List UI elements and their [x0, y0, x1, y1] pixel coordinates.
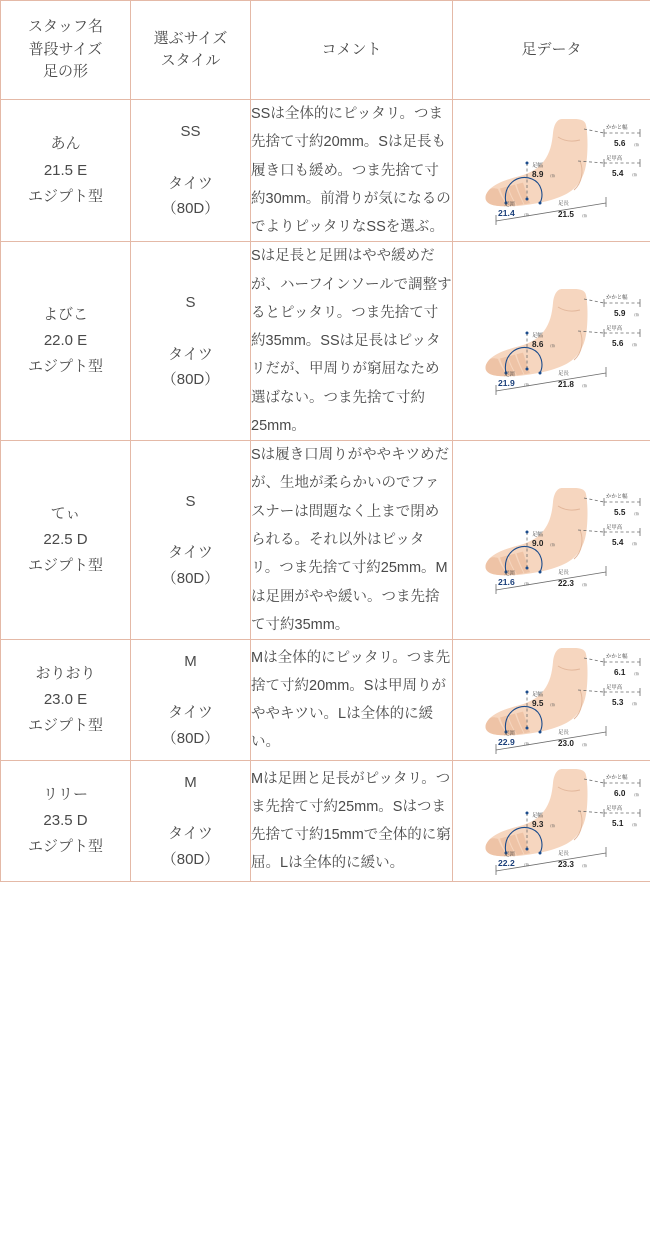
svg-text:㎝: ㎝ [549, 823, 555, 829]
selected-size: S [185, 294, 196, 311]
column-header-staff: スタッフ名 普段サイズ 足の形 [1, 1, 131, 100]
denier-label: （80D） [161, 569, 220, 587]
table-row [1, 242, 650, 441]
column-header-comment: コメント [251, 1, 453, 100]
footdata-cell [453, 640, 650, 761]
svg-text:㎝: ㎝ [523, 581, 529, 587]
staff-cell [1, 640, 131, 761]
heel-value: 6.1 [613, 668, 625, 678]
style-label: タイツ [168, 174, 213, 192]
table-header [1, 1, 650, 100]
column-header-size: 選ぶサイズ スタイル [131, 1, 251, 100]
staff-name: おりおり [35, 664, 96, 682]
width-value: 9.5 [531, 699, 543, 709]
instep-value: 5.3 [611, 698, 623, 708]
length-value: 21.5 [557, 209, 574, 219]
svg-text:㎝: ㎝ [549, 702, 555, 708]
svg-text:㎝: ㎝ [631, 541, 637, 547]
length-label: 足長 [557, 570, 569, 577]
svg-text:㎝: ㎝ [633, 671, 639, 677]
denier-label: （80D） [161, 850, 220, 868]
instep-value: 5.4 [611, 168, 623, 178]
svg-text:㎝: ㎝ [549, 542, 555, 548]
heel-value: 5.9 [613, 309, 625, 319]
girth-label: 足囲 [503, 852, 515, 859]
staff-name: あん [50, 135, 81, 153]
width-value: 8.9 [531, 169, 543, 179]
heel-value: 6.0 [613, 789, 625, 799]
length-label: 足長 [557, 200, 569, 207]
instep-label: 足甲高 [605, 326, 622, 333]
svg-text:㎝: ㎝ [631, 701, 637, 707]
width-label: 足幅 [531, 162, 543, 169]
staff-cell [1, 441, 131, 640]
svg-text:㎝: ㎝ [549, 172, 555, 178]
selected-size: SS [180, 123, 201, 141]
instep-label: 足甲高 [605, 525, 622, 532]
footdata-cell [453, 761, 650, 882]
length-value: 22.3 [557, 579, 574, 589]
size-cell [131, 761, 251, 882]
svg-text:㎝: ㎝ [633, 511, 639, 517]
svg-text:㎝: ㎝ [581, 383, 587, 389]
column-header-footdata: 足データ [453, 1, 650, 100]
svg-text:㎝: ㎝ [523, 382, 529, 388]
girth-label: 足囲 [503, 731, 515, 738]
width-label: 足幅 [531, 532, 543, 539]
width-value: 9.3 [531, 820, 543, 830]
size-cell [131, 242, 251, 441]
comment-cell: Sは履き口周りがややキツめだが、生地が柔らかいのでファスナーは問題なく上まで閉められる。それ以外はピッタリ。つま先捨て寸約25mm。Mは足囲がやや緩い。つま先捨て寸約35mm。 [251, 441, 453, 640]
svg-text:㎝: ㎝ [523, 211, 529, 217]
comment-cell: Mは全体的にピッタリ。つま先捨て寸約20mm。Sは甲周りがややキツい。Lは全体的に緩い。 [251, 640, 453, 761]
foot-measurement-diagram [454, 480, 650, 600]
svg-text:㎝: ㎝ [581, 212, 587, 218]
instep-value: 5.4 [611, 538, 623, 548]
girth-value: 21.4 [497, 207, 515, 218]
svg-text:㎝: ㎝ [523, 741, 529, 747]
instep-label: 足甲高 [605, 806, 622, 813]
instep-label: 足甲高 [605, 155, 622, 162]
svg-text:㎝: ㎝ [631, 342, 637, 348]
size-cell [131, 441, 251, 640]
denier-label: （80D） [161, 371, 220, 388]
width-value: 9.0 [531, 539, 543, 549]
denier-label: （80D） [161, 729, 220, 747]
svg-text:㎝: ㎝ [581, 582, 587, 588]
instep-value: 5.6 [611, 339, 623, 349]
size-cell [131, 640, 251, 761]
width-label: 足幅 [531, 692, 543, 699]
comment-cell: Sは足長と足囲はやや緩めだが、ハーフインソールで調整するとピッタリ。つま先捨て寸約35mm。SSは足長はピッタリだが、甲周りが窮屈なため選ばない。つま先捨て寸約25mm。 [251, 242, 453, 441]
svg-text:㎝: ㎝ [633, 141, 639, 147]
foot-measurement-diagram [454, 111, 650, 231]
foot-measurement-diagram [454, 640, 650, 760]
size-cell [131, 100, 251, 242]
style-label: タイツ [168, 544, 213, 562]
staff-usual-size: 23.0 E [43, 690, 88, 708]
heel-label: かかと幅 [605, 295, 628, 302]
heel-label: かかと幅 [605, 775, 628, 782]
style-label: タイツ [168, 825, 213, 843]
girth-value: 21.6 [497, 577, 515, 588]
staff-foot-shape: エジプト型 [27, 187, 103, 205]
style-label: タイツ [168, 704, 213, 722]
staff-usual-size: 23.5 D [43, 811, 88, 829]
svg-text:㎝: ㎝ [523, 862, 529, 868]
svg-text:㎝: ㎝ [633, 792, 639, 798]
foot-measurement-diagram [454, 281, 650, 401]
table-body [1, 100, 650, 882]
footdata-cell [453, 242, 650, 441]
staff-foot-shape: エジプト型 [27, 557, 103, 575]
comment-cell: Mは足囲と足長がピッタリ。つま先捨て寸約25mm。Sはつま先捨て寸約15mmで全体的に窮屈。Lは全体的に緩い。 [251, 761, 453, 882]
staff-cell [1, 761, 131, 882]
girth-value: 22.2 [497, 858, 515, 869]
width-value: 8.6 [531, 340, 543, 350]
staff-foot-shape: エジプト型 [27, 838, 103, 856]
footdata-cell [453, 441, 650, 640]
staff-name: リリー [42, 785, 88, 803]
footdata-cell [453, 100, 650, 242]
staff-foot-shape: エジプト型 [27, 717, 103, 735]
comment-cell: SSは全体的にピッタリ。つま先捨て寸約20mm。Sは足長も履き口も緩め。つま先捨て寸約30mm。前滑りが気になるのでよりピッタリなSSを選ぶ。 [251, 100, 453, 242]
heel-value: 5.5 [613, 508, 625, 518]
staff-usual-size: 22.5 D [43, 530, 88, 548]
instep-value: 5.1 [611, 819, 623, 829]
staff-name: よびこ [42, 305, 88, 323]
length-value: 23.3 [557, 860, 574, 870]
length-value: 23.0 [557, 739, 574, 749]
girth-value: 21.9 [497, 378, 515, 389]
denier-label: （80D） [161, 200, 220, 218]
girth-label: 足囲 [503, 201, 515, 208]
instep-label: 足甲高 [605, 685, 622, 692]
svg-text:㎝: ㎝ [581, 863, 587, 869]
selected-size: M [184, 652, 197, 670]
staff-cell [1, 242, 131, 441]
length-label: 足長 [557, 371, 569, 378]
heel-label: かかと幅 [605, 654, 628, 661]
length-label: 足長 [557, 851, 569, 858]
staff-name: てぃ [50, 504, 81, 522]
staff-cell [1, 100, 131, 242]
girth-label: 足囲 [503, 571, 515, 578]
staff-usual-size: 22.0 E [43, 332, 88, 350]
selected-size: M [184, 773, 197, 791]
table-row [1, 441, 650, 640]
table-header-row [1, 1, 650, 100]
length-value: 21.8 [557, 380, 574, 390]
girth-label: 足囲 [503, 372, 515, 379]
svg-text:㎝: ㎝ [631, 822, 637, 828]
width-label: 足幅 [531, 333, 543, 340]
svg-text:㎝: ㎝ [549, 343, 555, 349]
girth-value: 22.9 [497, 737, 515, 748]
length-label: 足長 [557, 730, 569, 737]
selected-size: S [185, 492, 196, 510]
staff-usual-size: 21.5 E [43, 161, 88, 179]
heel-value: 5.6 [613, 138, 625, 148]
svg-text:㎝: ㎝ [581, 742, 587, 748]
table-row [1, 640, 650, 761]
heel-label: かかと幅 [605, 124, 628, 131]
table-row [1, 100, 650, 242]
foot-measurement-diagram [454, 761, 650, 881]
heel-label: かかと幅 [605, 494, 628, 501]
staff-foot-shape: エジプト型 [27, 358, 103, 376]
svg-text:㎝: ㎝ [631, 171, 637, 177]
style-label: タイツ [168, 345, 213, 363]
width-label: 足幅 [531, 813, 543, 820]
table-row [1, 761, 650, 882]
svg-text:㎝: ㎝ [633, 312, 639, 318]
